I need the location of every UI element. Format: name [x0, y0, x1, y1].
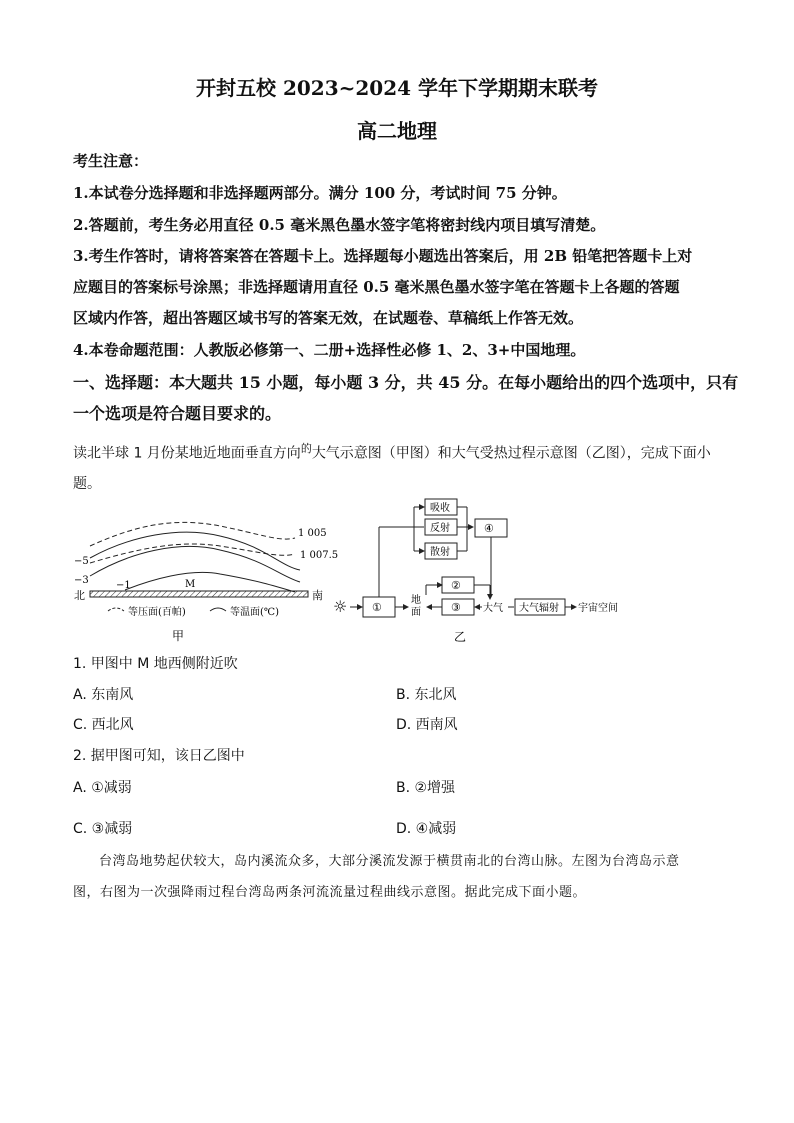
notice-item-4: 4.本卷命题范围：人教版必修第一、二册+选择性必修 1、2、3+中国地理。	[73, 341, 586, 359]
figure-yi-caption: 乙	[454, 630, 467, 644]
legend-pressure-symbol	[108, 608, 124, 611]
scatter-label: 散射	[430, 547, 450, 558]
legend-temp-symbol	[210, 608, 226, 611]
box-4-label: ④	[484, 522, 494, 535]
ground-bar	[90, 591, 308, 597]
intro-text-b: 大气示意图（甲图）和大气受热过程示意图（乙图），完成下面小	[311, 445, 711, 462]
passage-line-2: 图，右图为一次强降雨过程台湾岛两条河流流量过程曲线示意图。据此完成下面小题。	[73, 885, 587, 900]
legend-pressure: 等压面(百帕)	[128, 607, 186, 618]
isotherm-minus5	[90, 532, 300, 570]
question-1-stem: 1. 甲图中 M 地西侧附近吹	[73, 656, 238, 672]
pressure-label-1007: 1 007.5	[300, 550, 339, 561]
temp-label-minus5: −5	[74, 556, 89, 567]
isotherm-minus3	[90, 546, 300, 582]
intro-line-2: 题。	[73, 476, 101, 492]
point-m-label: M	[185, 579, 196, 590]
notice-item-1: 1.本试卷分选择题和非选择题两部分。满分 100 分，考试时间 75 分钟。	[73, 184, 567, 202]
q2-option-d[interactable]: D. ④减弱	[396, 821, 457, 837]
space-label: 宇宙空间	[578, 603, 618, 614]
q1-option-c[interactable]: C. 西北风	[73, 717, 134, 733]
exam-title: 开封五校 2023~2024 学年下学期期末联考	[195, 76, 598, 100]
south-label: 南	[312, 589, 323, 602]
figure-yi	[330, 495, 794, 645]
question-2-stem: 2. 据甲图可知，该日乙图中	[73, 748, 245, 764]
ground-label-2: 面	[411, 607, 421, 618]
atm-radiation-label: 大气辐射	[519, 603, 559, 614]
notice-heading: 考生注意：	[73, 152, 149, 170]
intro-line-1	[73, 440, 711, 463]
passage-line-1: 台湾岛地势起伏较大，岛内溪流众多，大部分溪流发源于横贯南北的台湾山脉。左图为台湾岛示意	[99, 854, 680, 869]
legend-temp: 等温面(℃)	[230, 607, 279, 618]
atmosphere-label: 大气	[483, 603, 503, 614]
section-heading-cont: 一个选项是符合题目要求的。	[73, 404, 282, 423]
q2-option-c[interactable]: C. ③减弱	[73, 821, 133, 837]
reflect-label: 反射	[430, 523, 450, 534]
notice-item-3-cont: 应题目的答案标号涂黑；非选择题请用直径 0.5 毫米黑色墨水签字笔在答题卡上各题的答题	[73, 278, 680, 296]
notice-item-3: 3.考生作答时，请将答案答在答题卡上。选择题每小题选出答案后，用 2B 铅笔把答题卡上对	[73, 247, 693, 265]
notice-item-2: 2.答题前，考生务必用直径 0.5 毫米黑色墨水签字笔将密封线内项目填写清楚。	[73, 216, 606, 234]
pressure-label-1005: 1 005	[298, 528, 327, 539]
box-2-label: ②	[451, 579, 461, 592]
q2-option-a[interactable]: A. ①减弱	[73, 780, 132, 796]
box-3-label: ③	[451, 601, 461, 614]
q1-option-d[interactable]: D. 西南风	[396, 717, 458, 733]
q1-option-b[interactable]: B. 东北风	[396, 687, 457, 703]
intro-text-a: 读北半球 1 月份某地近地面垂直方向	[73, 445, 301, 462]
box-1-label: ①	[372, 601, 382, 614]
q2-option-b[interactable]: B. ②增强	[396, 780, 456, 796]
isobar-upper	[90, 522, 295, 546]
north-label: 北	[74, 589, 85, 602]
section-heading: 一、选择题：本大题共 15 小题，每小题 3 分，共 45 分。在每小题给出的四个选项中，只有	[73, 373, 739, 392]
isotherm-minus1	[125, 572, 295, 592]
absorb-label: 吸收	[430, 503, 450, 514]
notice-item-3-cont2: 区域内作答，超出答题区域书写的答案无效，在试题卷、草稿纸上作答无效。	[73, 309, 584, 327]
temp-label-minus3: −3	[74, 575, 89, 586]
figure-jia-caption: 甲	[172, 629, 185, 643]
q1-option-a[interactable]: A. 东南风	[73, 687, 134, 703]
figure-jia	[70, 518, 340, 646]
temp-label-minus1: −1	[116, 580, 131, 591]
intro-sup: 的	[300, 442, 312, 455]
subject-title: 高二地理	[357, 119, 437, 143]
ground-label-1: 地	[411, 595, 421, 606]
sun-icon: ☼	[333, 597, 348, 616]
